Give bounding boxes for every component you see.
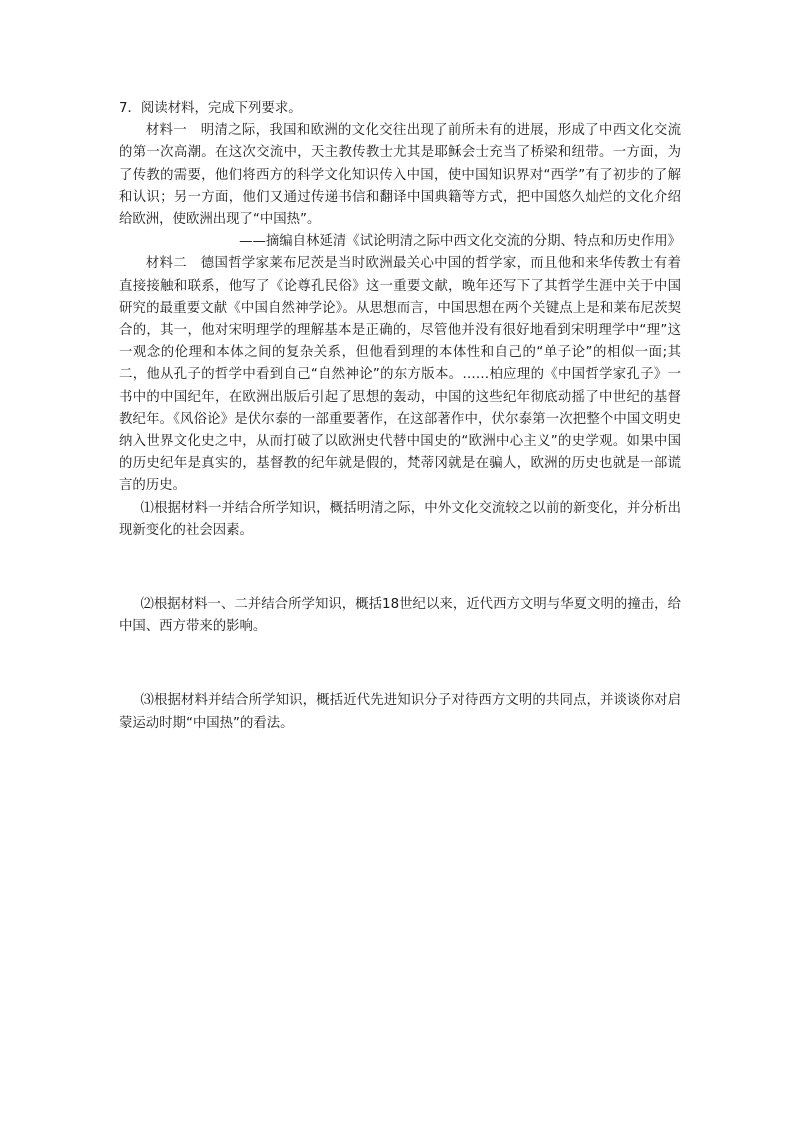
material1-label: 材料一 bbox=[145, 123, 187, 139]
material1-text: 明清之际，我国和欧洲的文化交往出现了前所未有的进展，形成了中西文化交流的第一次高潮。在这次交流中，天主教传教士尤其是耶稣会士充当了桥梁和纽带。一方面，为了传教的需要，他们将西方的科学文化知识传入中国，使中国知识界对“西学”有了初步的了解和认识；另一方面，他们又通过传递书信和翻译中国典籍等方式，把中国悠久灿烂的文化介绍给欧洲，使欧洲出现了“中国热”。 bbox=[119, 123, 682, 228]
sub-question-2: ⑵根据材料一、二并结合所学知识，概括18世纪以来，近代西方文明与华夏文明的撞击，给中国、西方带来的影响。 bbox=[119, 597, 681, 635]
material2-text: 德国哲学家莱布尼茨是当时欧洲最关心中国的哲学家，而且他和来华传教士有着直接接触和联系，他写了《论尊孔民俗》这一重要文献，晚年还写下了其哲学生涯中关于中国研究的最重要文献《中国自然神学论》。从思想而言，中国思想在两个关键点上是和莱布尼茨契合的，其一，他对宋明理学的理解基本是正确的，尽管他并没有很好地看到宋明理学中“理”这一观念的伦理和本体之间的复杂关系，但他看到理的本体性和自己的“单子论”的相似一面;其二，他从孔子的哲学中看到自己“自然神论”的东方版本。……柏应理的《中国哲学家孔子》一书中的中国纪年，在欧洲出版后引起了思想的轰动，中国的这些纪年彻底动摇了中世纪的基督教纪年。《风俗论》是伏尔泰的一部重要著作，在这部著作中，伏尔泰第一次把整个中国文明史纳入世界文化史之中，从而打破了以欧洲史代替中国史的“欧洲中心主义”的史学观。如果中国的历史纪年是真实的，基督教的纪年就是假的，梵蒂冈就是在骗人，欧洲的历史也就是一部谎言的历史。 bbox=[119, 256, 682, 494]
material2-paragraph bbox=[119, 253, 681, 497]
material1-source: ——摘编自林延清《试论明清之际中西文化交流的分期、特点和历史作用》 bbox=[239, 234, 681, 250]
material1-paragraph bbox=[119, 120, 681, 231]
sub-question-3: ⑶根据材料并结合所学知识，概括近代先进知识分子对待西方文明的共同点，并谈谈你对启蒙运动时期“中国热”的看法。 bbox=[119, 693, 681, 731]
material2-label: 材料二 bbox=[145, 256, 187, 272]
question-block bbox=[119, 98, 681, 735]
question-title: 7．阅读材料，完成下列要求。 bbox=[119, 101, 302, 116]
sub-question-1: ⑴根据材料一并结合所学知识，概括明清之际，中外文化交流较之以前的新变化，并分析出现新变化的社会因素。 bbox=[119, 500, 681, 538]
